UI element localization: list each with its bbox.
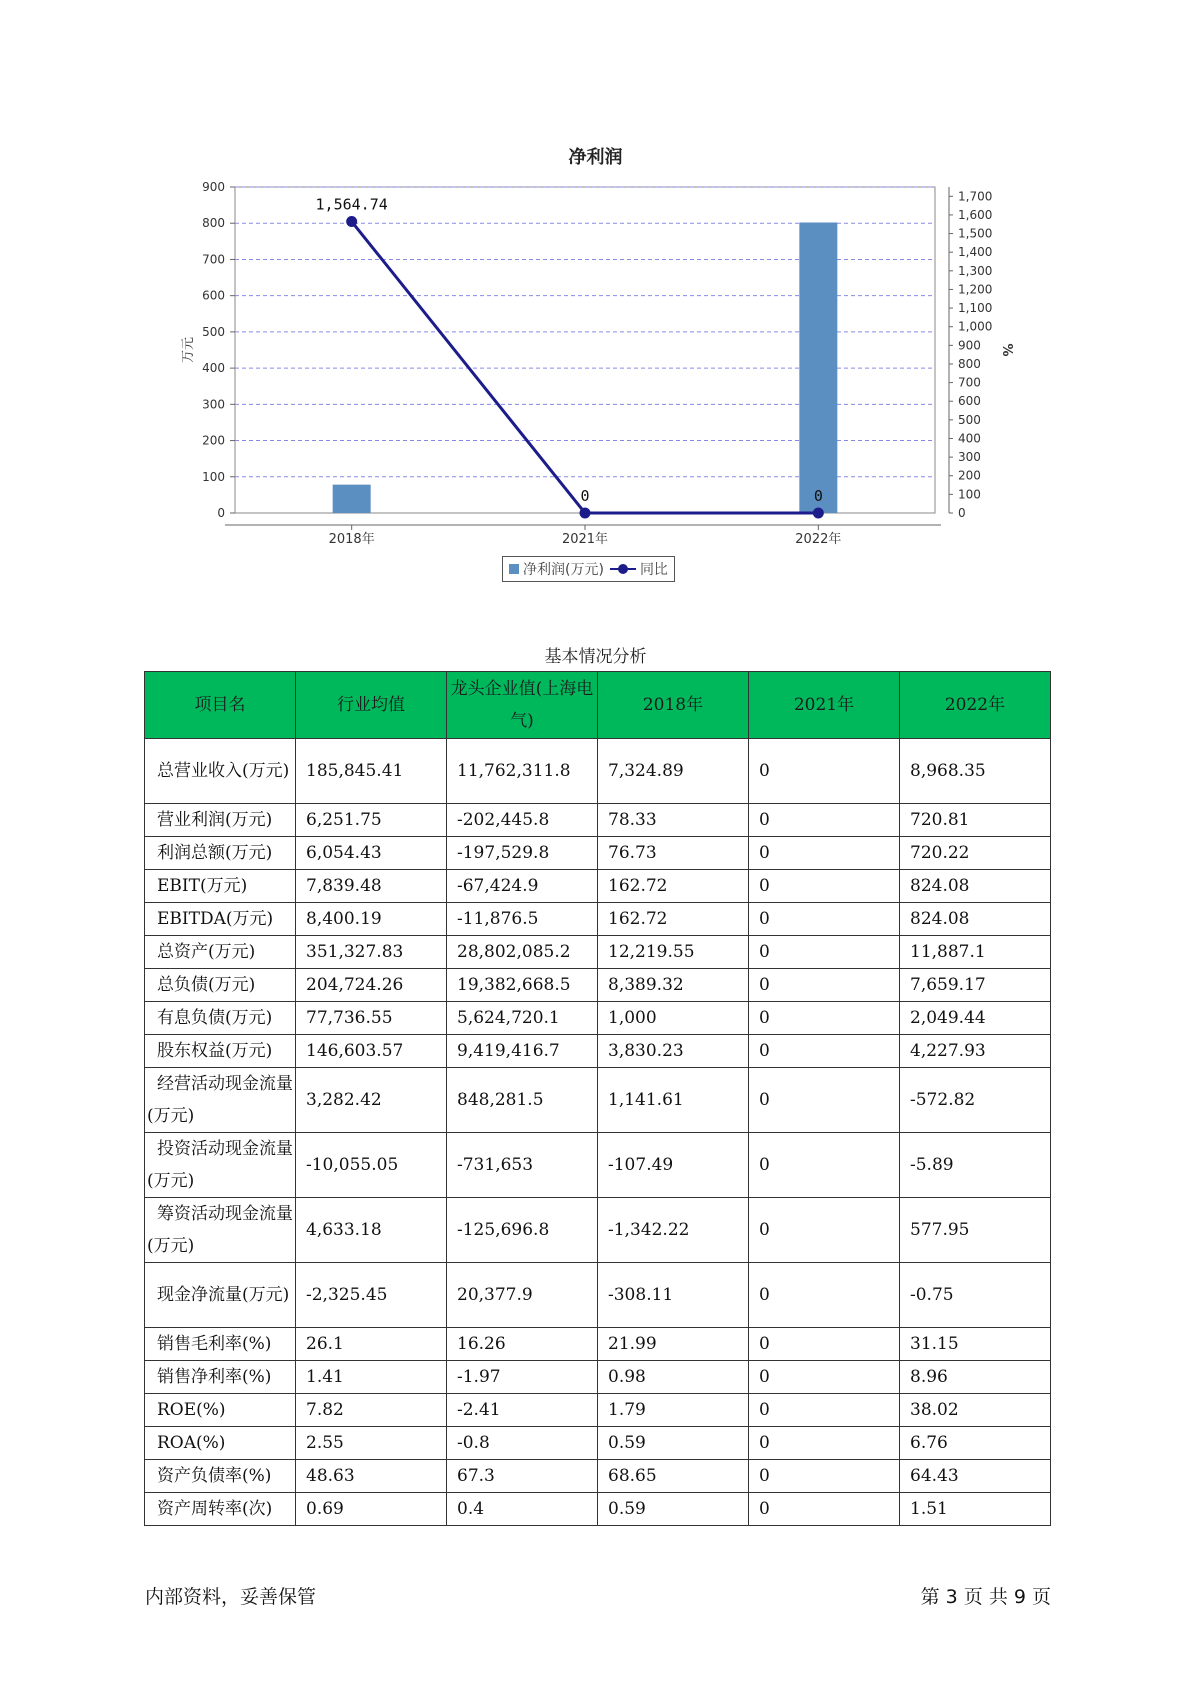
x-tick-label: 2022年 [795,532,842,547]
table-row [145,1263,1051,1328]
table-row [145,903,1051,936]
row-label: 现金净流量(万元) [145,1263,296,1328]
table-cell: 824.08 [900,870,1051,903]
table-cell: 824.08 [900,903,1051,936]
table-cell: 0.59 [598,1493,749,1526]
table-row [145,1035,1051,1068]
yoy-point [346,216,357,227]
table-header-row [145,672,1051,739]
table-cell: 7,839.48 [296,870,447,903]
table-cell: 0 [749,1068,900,1133]
table-row [145,837,1051,870]
row-label: 资产负债率(%) [145,1460,296,1493]
net-profit-chart [0,0,1191,600]
table-cell: 28,802,085.2 [447,936,598,969]
footer-page-number: 第 3 页 共 9 页 [920,1586,1051,1608]
table-cell: 0 [749,1133,900,1198]
y-tick-label: 600 [202,288,225,303]
table-cell: 848,281.5 [447,1068,598,1133]
table-cell: 8,400.19 [296,903,447,936]
table-row [145,936,1051,969]
table-cell: 68.65 [598,1460,749,1493]
y2-tick-label: 1,700 [958,189,993,204]
footer-confidential: 内部资料，妥善保管 [145,1586,317,1608]
y2-tick-label: 1,600 [958,207,993,222]
yoy-point [813,508,824,519]
table-cell: 6,054.43 [296,837,447,870]
column-header: 2018年 [598,672,749,739]
table-cell: 16.26 [447,1328,598,1361]
table-cell: 0.4 [447,1493,598,1526]
row-label: 利润总额(万元) [145,837,296,870]
table-cell: 0 [749,1328,900,1361]
column-header: 2021年 [749,672,900,739]
y-tick-label: 800 [202,216,225,231]
y-tick-label: 0 [217,506,225,520]
table-row [145,1002,1051,1035]
row-label: EBITDA(万元) [145,903,296,936]
table-row [145,969,1051,1002]
row-label: 投资活动现金流量(万元) [145,1133,296,1198]
table-cell: 0.98 [598,1361,749,1394]
table-cell: 720.81 [900,804,1051,837]
chart-legend [502,556,675,582]
table-cell: -2,325.45 [296,1263,447,1328]
table-cell: 11,762,311.8 [447,739,598,804]
chart-canvas [0,0,1191,600]
table-cell: -197,529.8 [447,837,598,870]
table-cell: 48.63 [296,1460,447,1493]
table-cell: -107.49 [598,1133,749,1198]
y-tick-label: 300 [202,397,225,412]
table-cell: 146,603.57 [296,1035,447,1068]
table-cell: -572.82 [900,1068,1051,1133]
table-cell: -1.97 [447,1361,598,1394]
table-cell: 8,968.35 [900,739,1051,804]
yoy-line [352,222,819,513]
table-cell: -67,424.9 [447,870,598,903]
table-cell: 185,845.41 [296,739,447,804]
legend-line-marker [610,568,636,570]
table-cell: -5.89 [900,1133,1051,1198]
y2-tick-label: 1,500 [958,226,993,241]
table-cell: 9,419,416.7 [447,1035,598,1068]
table-cell: 6.76 [900,1427,1051,1460]
table-cell: 0.59 [598,1427,749,1460]
table-cell: 38.02 [900,1394,1051,1427]
table-cell: 7,324.89 [598,739,749,804]
y2-axis-label: % [999,343,1014,357]
y2-tick-label: 800 [958,356,981,371]
y2-tick-label: 1,200 [958,282,993,297]
legend-line-label: 同比 [639,562,668,578]
y-tick-label: 400 [202,361,225,376]
row-label: 总营业收入(万元) [145,739,296,804]
yoy-data-label: 0 [580,487,590,505]
table-cell: -0.75 [900,1263,1051,1328]
table-cell: 162.72 [598,870,749,903]
table-row [145,1493,1051,1526]
table-cell: 2.55 [296,1427,447,1460]
table-cell: 31.15 [900,1328,1051,1361]
table-cell: 21.99 [598,1328,749,1361]
y-tick-label: 100 [202,469,225,484]
row-label: 筹资活动现金流量(万元) [145,1198,296,1263]
y2-tick-label: 0 [958,506,966,520]
table-row [145,1133,1051,1198]
table-cell: -10,055.05 [296,1133,447,1198]
table-cell: 0 [749,903,900,936]
y2-tick-label: 300 [958,450,981,465]
table-cell: -308.11 [598,1263,749,1328]
table-cell: 0.69 [296,1493,447,1526]
table-cell: 1.51 [900,1493,1051,1526]
table-cell: 720.22 [900,837,1051,870]
table-row [145,1198,1051,1263]
table-cell: 0 [749,837,900,870]
table-cell: 0 [749,870,900,903]
table-row [145,870,1051,903]
y2-tick-label: 600 [958,394,981,409]
row-label: 总资产(万元) [145,936,296,969]
y2-tick-label: 500 [958,412,981,427]
table-row [145,1328,1051,1361]
table-cell: 76.73 [598,837,749,870]
table-cell: 3,830.23 [598,1035,749,1068]
table-cell: 1,141.61 [598,1068,749,1133]
table-cell: 4,227.93 [900,1035,1051,1068]
y2-tick-label: 1,400 [958,245,993,260]
row-label: EBIT(万元) [145,870,296,903]
row-label: 总负债(万元) [145,969,296,1002]
table-cell: 8.96 [900,1361,1051,1394]
table-cell: 0 [749,1460,900,1493]
table-cell: -731,653 [447,1133,598,1198]
table-cell: 64.43 [900,1460,1051,1493]
row-label: 股东权益(万元) [145,1035,296,1068]
table-cell: 1.41 [296,1361,447,1394]
table-cell: 12,219.55 [598,936,749,969]
table-row [145,804,1051,837]
chart-title: 净利润 [568,147,623,168]
table-row [145,1394,1051,1427]
table-row [145,1361,1051,1394]
y2-tick-label: 100 [958,487,981,502]
row-label: 资产周转率(次) [145,1493,296,1526]
table-cell: 204,724.26 [296,969,447,1002]
net-profit-bar [333,485,371,513]
table-cell: 0 [749,1427,900,1460]
y-axis-label: 万元 [181,336,196,364]
table-row [145,1460,1051,1493]
table-cell: 7,659.17 [900,969,1051,1002]
table-cell: -11,876.5 [447,903,598,936]
column-header: 2022年 [900,672,1051,739]
table-title: 基本情况分析 [544,647,647,667]
y-tick-label: 200 [202,433,225,448]
table-cell: 0 [749,1394,900,1427]
row-label: ROA(%) [145,1427,296,1460]
table-cell: 5,624,720.1 [447,1002,598,1035]
table-cell: 0 [749,1198,900,1263]
table-cell: 19,382,668.5 [447,969,598,1002]
y2-tick-label: 700 [958,375,981,390]
y-tick-label: 500 [202,324,225,339]
table-cell: 1,000 [598,1002,749,1035]
table-cell: 0 [749,739,900,804]
table-cell: -125,696.8 [447,1198,598,1263]
table-cell: -2.41 [447,1394,598,1427]
column-header: 龙头企业值(上海电气) [447,672,598,739]
table-cell: 20,377.9 [447,1263,598,1328]
basic-analysis-table [144,671,1051,1526]
table-row [145,1427,1051,1460]
table-cell: 351,327.83 [296,936,447,969]
table-row [145,1068,1051,1133]
legend-bar-label: 净利润(万元) [523,562,604,578]
table-cell: -0.8 [447,1427,598,1460]
table-cell: 0 [749,804,900,837]
row-label: 销售毛利率(%) [145,1328,296,1361]
table-cell: -202,445.8 [447,804,598,837]
x-tick-label: 2018年 [328,532,375,547]
y2-tick-label: 1,000 [958,319,993,334]
table-cell: 162.72 [598,903,749,936]
y2-tick-label: 400 [958,431,981,446]
table-cell: 78.33 [598,804,749,837]
y2-tick-label: 1,300 [958,263,993,278]
x-tick-label: 2021年 [561,532,609,547]
table-cell: 577.95 [900,1198,1051,1263]
column-header: 项目名 [145,672,296,739]
table-cell: 0 [749,1035,900,1068]
net-profit-bar [799,222,837,513]
y-tick-label: 900 [202,180,225,194]
row-label: ROE(%) [145,1394,296,1427]
y2-tick-label: 1,100 [958,301,993,316]
yoy-data-label: 1,564.74 [315,195,388,214]
table-cell: 11,887.1 [900,936,1051,969]
table-cell: 0 [749,969,900,1002]
table-cell: 26.1 [296,1328,447,1361]
legend-bar-swatch [509,564,519,574]
table-cell: 2,049.44 [900,1002,1051,1035]
column-header: 行业均值 [296,672,447,739]
table-row [145,739,1051,804]
y2-tick-label: 200 [958,468,981,483]
table-cell: 7.82 [296,1394,447,1427]
table-cell: 0 [749,936,900,969]
table-cell: 3,282.42 [296,1068,447,1133]
table-cell: 0 [749,1263,900,1328]
table-cell: 0 [749,1361,900,1394]
table-cell: 8,389.32 [598,969,749,1002]
table-cell: 0 [749,1002,900,1035]
table-cell: 67.3 [447,1460,598,1493]
row-label: 销售净利率(%) [145,1361,296,1394]
yoy-data-label: 0 [813,487,823,505]
row-label: 有息负债(万元) [145,1002,296,1035]
row-label: 经营活动现金流量(万元) [145,1068,296,1133]
y-tick-label: 700 [202,252,225,267]
table-body [145,739,1051,1526]
table-cell: -1,342.22 [598,1198,749,1263]
table-cell: 6,251.75 [296,804,447,837]
row-label: 营业利润(万元) [145,804,296,837]
yoy-point [580,508,591,519]
table-cell: 1.79 [598,1394,749,1427]
table-cell: 4,633.18 [296,1198,447,1263]
table-cell: 77,736.55 [296,1002,447,1035]
table-cell: 0 [749,1493,900,1526]
y2-tick-label: 900 [958,338,981,353]
